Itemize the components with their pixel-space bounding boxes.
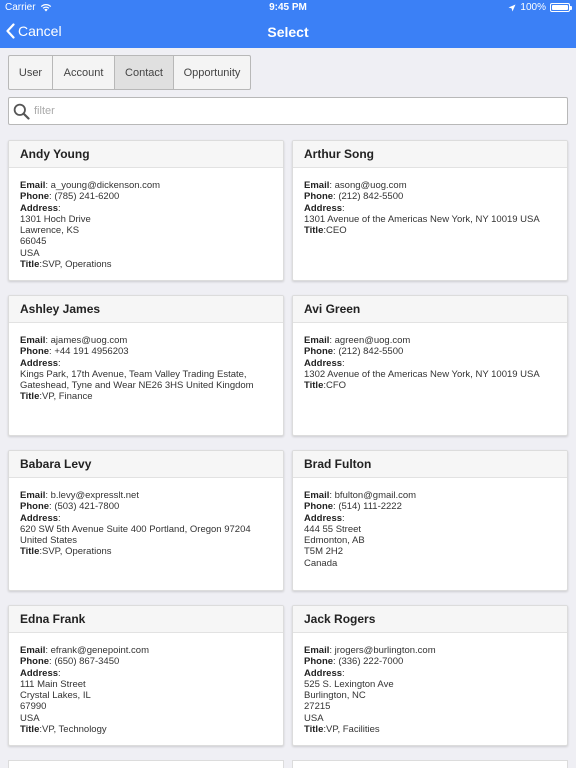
segment-user[interactable]: User bbox=[9, 56, 53, 89]
contact-name: Jack Rogers bbox=[293, 606, 567, 633]
phone-label: Phone bbox=[20, 501, 50, 513]
email-label: Email bbox=[304, 180, 330, 191]
address-line: T5M 2H2 bbox=[304, 546, 344, 558]
title-label: Title bbox=[304, 380, 324, 392]
contact-card[interactable] bbox=[8, 450, 284, 591]
address-label: Address bbox=[304, 357, 343, 369]
address-line: USA bbox=[304, 712, 324, 724]
contact-email: bfulton@gmail.com bbox=[334, 490, 417, 501]
contact-details: Email: asong@uog.com Phone: (212) 842-5500 Address: 1301 Avenue of the Americas New York, NY 10019 USA Title:CEO bbox=[293, 168, 567, 236]
segment-account[interactable]: Account bbox=[53, 56, 115, 89]
carrier-label: Carrier bbox=[5, 2, 36, 13]
address-line: 27215 bbox=[304, 701, 331, 713]
contact-title: CEO bbox=[326, 225, 347, 237]
email-label: Email bbox=[304, 490, 330, 501]
address-line: USA bbox=[20, 712, 40, 724]
title-label: Title bbox=[20, 724, 40, 736]
email-label: Email bbox=[20, 180, 46, 191]
object-type-segmented-control bbox=[8, 55, 251, 90]
segment-opportunity[interactable]: Opportunity bbox=[183, 66, 241, 79]
location-arrow-icon bbox=[508, 4, 516, 12]
address-line: 1301 Avenue of the Americas New York, NY 10019 USA bbox=[304, 213, 540, 225]
address-line: 525 S. Lexington Ave bbox=[304, 678, 394, 690]
phone-label: Phone bbox=[304, 346, 334, 358]
phone-label: Phone bbox=[20, 346, 50, 358]
contact-email: jrogers@burlington.com bbox=[334, 645, 436, 656]
contact-email: a_young@dickenson.com bbox=[50, 180, 161, 191]
phone-label: Phone bbox=[304, 501, 334, 513]
address-line: 1302 Avenue of the Americas New York, NY 10019 USA bbox=[304, 368, 540, 380]
contact-details: Email: b.levy@expresslt.net Phone: (503) 421-7800 Address: 620 SW 5th Avenue Suite 400 Portland, Oregon 97204 United States Title:SVP, Operations bbox=[9, 478, 283, 558]
phone-label: Phone bbox=[20, 191, 50, 203]
contact-name: Edna Frank bbox=[9, 606, 283, 633]
address-line: Gateshead, Tyne and Wear NE26 3HS United Kingdom bbox=[20, 380, 254, 392]
address-label: Address bbox=[20, 667, 59, 679]
contact-title: SVP, Operations bbox=[42, 546, 112, 558]
title-label: Title bbox=[304, 724, 324, 736]
contact-card-partial[interactable] bbox=[8, 760, 284, 768]
contact-phone: (785) 241-6200 bbox=[54, 191, 120, 203]
address-line: Burlington, NC bbox=[304, 690, 366, 702]
filter-field bbox=[8, 97, 568, 125]
contact-name: Ashley James bbox=[9, 296, 283, 323]
email-label: Email bbox=[20, 335, 46, 346]
address-label: Address bbox=[304, 512, 343, 524]
status-right bbox=[508, 2, 570, 13]
title-label: Title bbox=[20, 546, 40, 558]
phone-label: Phone bbox=[304, 656, 334, 668]
contact-phone: (650) 867-3450 bbox=[54, 656, 120, 668]
contact-phone: (212) 842-5500 bbox=[338, 191, 404, 203]
address-line: Crystal Lakes, IL bbox=[20, 690, 91, 702]
status-bar bbox=[0, 0, 576, 16]
address-line: Edmonton, AB bbox=[304, 535, 365, 547]
contact-title: SVP, Operations bbox=[42, 259, 112, 271]
contact-title: VP, Facilities bbox=[326, 724, 380, 736]
email-label: Email bbox=[20, 645, 46, 656]
contact-email: agreen@uog.com bbox=[334, 335, 411, 346]
contact-card[interactable] bbox=[292, 605, 568, 746]
contact-details: Email: ajames@uog.com Phone: +44 191 4956203 Address: Kings Park, 17th Avenue, Team Valley Trading Estate, Gateshead, Tyne and Wear NE26 3HS United Kingdom Title:VP, Finance bbox=[9, 323, 283, 403]
address-line: 620 SW 5th Avenue Suite 400 Portland, Oregon 97204 bbox=[20, 523, 251, 535]
contact-details: Email: jrogers@burlington.com Phone: (336) 222-7000 Address: 525 S. Lexington Ave Burlington, NC 27215 USA Title:VP, Facilities bbox=[293, 633, 567, 735]
address-label: Address bbox=[304, 667, 343, 679]
contact-card[interactable] bbox=[8, 140, 284, 281]
contact-title: CFO bbox=[326, 380, 347, 392]
contact-phone: +44 191 4956203 bbox=[54, 346, 129, 358]
contact-name: Arthur Song bbox=[293, 141, 567, 168]
filter-input[interactable] bbox=[34, 105, 554, 117]
search-icon bbox=[13, 103, 30, 120]
contact-details: Email: agreen@uog.com Phone: (212) 842-5500 Address: 1302 Avenue of the Americas New York, NY 10019 USA Title:CFO bbox=[293, 323, 567, 391]
phone-label: Phone bbox=[20, 656, 50, 668]
contact-card[interactable] bbox=[8, 605, 284, 746]
navigation-bar bbox=[0, 16, 576, 48]
contact-phone: (336) 222-7000 bbox=[338, 656, 404, 668]
address-line: United States bbox=[20, 535, 78, 547]
email-label: Email bbox=[304, 335, 330, 346]
address-line: 66045 bbox=[20, 236, 47, 248]
title-label: Title bbox=[304, 225, 324, 237]
address-line: USA bbox=[20, 247, 40, 259]
contact-email: asong@uog.com bbox=[334, 180, 407, 191]
address-label: Address bbox=[20, 202, 59, 214]
address-label: Address bbox=[304, 202, 343, 214]
contact-details: Email: efrank@genepoint.com Phone: (650) 867-3450 Address: 111 Main Street Crystal Lakes, IL 67990 USA Title:VP, Technology bbox=[9, 633, 283, 735]
contact-card[interactable] bbox=[8, 295, 284, 436]
contact-card[interactable] bbox=[292, 140, 568, 281]
address-line: Kings Park, 17th Avenue, Team Valley Trading Estate, bbox=[20, 368, 247, 380]
address-line: 444 55 Street bbox=[304, 523, 362, 535]
email-label: Email bbox=[20, 490, 46, 501]
contact-name: Babara Levy bbox=[9, 451, 283, 478]
segment-contact[interactable]: Contact bbox=[115, 56, 174, 89]
phone-label: Phone bbox=[304, 191, 334, 203]
address-label: Address bbox=[20, 512, 59, 524]
contact-phone: (212) 842-5500 bbox=[338, 346, 404, 358]
address-line: 67990 bbox=[20, 701, 47, 713]
battery-icon bbox=[550, 3, 570, 12]
contact-details: Email: a_young@dickenson.com Phone: (785) 241-6200 Address: 1301 Hoch Drive Lawrence, KS 66045 USA Title:SVP, Operations bbox=[9, 168, 283, 270]
page-title: Select bbox=[267, 24, 309, 40]
status-time: 9:45 PM bbox=[269, 2, 307, 13]
next-row-peek bbox=[8, 760, 568, 768]
contact-grid bbox=[8, 140, 568, 746]
contact-phone: (514) 111-2222 bbox=[338, 501, 402, 513]
contact-card-partial[interactable] bbox=[292, 760, 568, 768]
title-label: Title bbox=[20, 259, 40, 271]
address-line: Lawrence, KS bbox=[20, 225, 80, 237]
contact-title: VP, Technology bbox=[42, 724, 107, 736]
address-line: Canada bbox=[304, 557, 338, 569]
contact-name: Avi Green bbox=[293, 296, 567, 323]
contact-email: efrank@genepoint.com bbox=[50, 645, 150, 656]
address-line: 111 Main Street bbox=[20, 678, 86, 690]
address-label: Address bbox=[20, 357, 59, 369]
battery-percent: 100% bbox=[520, 2, 546, 13]
cancel-label: Cancel bbox=[18, 23, 62, 39]
address-line: 1301 Hoch Drive bbox=[20, 213, 91, 225]
title-label: Title bbox=[20, 391, 40, 403]
contact-details: Email: bfulton@gmail.com Phone: (514) 111-2222 Address: 444 55 Street Edmonton, AB T5M 2H2 Canada bbox=[293, 478, 567, 569]
contact-card[interactable] bbox=[292, 450, 568, 591]
contact-name: Andy Young bbox=[9, 141, 283, 168]
contact-email: b.levy@expresslt.net bbox=[50, 490, 139, 501]
email-label: Email bbox=[304, 645, 330, 656]
contact-name: Brad Fulton bbox=[293, 451, 567, 478]
contact-title: VP, Finance bbox=[42, 391, 93, 403]
contact-card[interactable] bbox=[292, 295, 568, 436]
contact-email: ajames@uog.com bbox=[50, 335, 128, 346]
contact-phone: (503) 421-7800 bbox=[54, 501, 120, 513]
